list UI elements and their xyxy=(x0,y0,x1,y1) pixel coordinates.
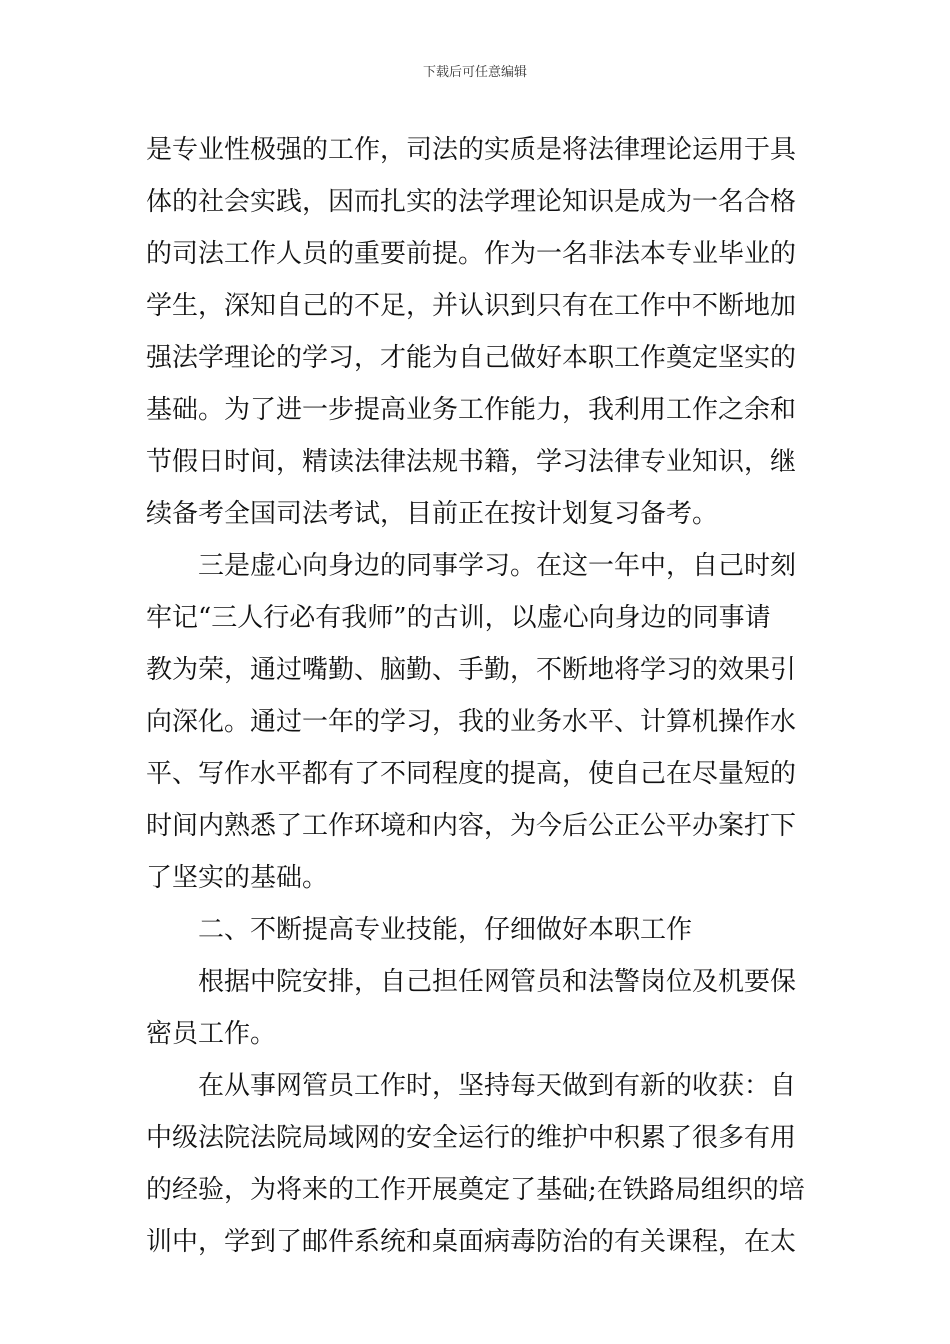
document-body xyxy=(146,124,810,1268)
paragraph-first-line: 三是虚心向身边的同事学习。在这一年中，自己时刻 xyxy=(198,551,797,581)
text-line: 向深化。通过一年的学习，我的业务水平、计算机操作水 xyxy=(146,707,797,737)
text-line: 基础。为了进一步提高业务工作能力，我利用工作之余和 xyxy=(146,395,797,425)
text-line: 节假日时间，精读法律法规书籍，学习法律专业知识，继 xyxy=(146,447,797,477)
text-line: 体的社会实践，因而扎实的法学理论知识是成为一名合格 xyxy=(146,187,797,217)
text-line: 密员工作。 xyxy=(146,1019,277,1049)
text-line: 续备考全国司法考试，目前正在按计划复习备考。 xyxy=(146,499,719,529)
text-line: 的司法工作人员的重要前提。作为一名非法本专业毕业的 xyxy=(146,239,797,269)
text-line: 训中，学到了邮件系统和桌面病毒防治的有关课程，在太 xyxy=(146,1227,797,1257)
text-line: 时间内熟悉了工作环境和内容，为今后公正公平办案打下 xyxy=(146,811,797,841)
text-line: 是专业性极强的工作，司法的实质是将法律理论运用于具 xyxy=(146,135,797,165)
page-header: 下载后可任意编辑 xyxy=(422,65,527,80)
paragraph-first-line: 根据中院安排，自己担任网管员和法警岗位及机要保 xyxy=(198,967,797,997)
text-line: 学生，深知自己的不足，并认识到只有在工作中不断地加 xyxy=(146,291,797,321)
text-line: 强法学理论的学习，才能为自己做好本职工作奠定坚实的 xyxy=(146,343,797,373)
text-line: 了坚实的基础。 xyxy=(146,863,329,893)
paragraph-first-line: 在从事网管员工作时，坚持每天做到有新的收获：自 xyxy=(198,1071,797,1101)
text-line: 中级法院法院局域网的安全运行的维护中积累了很多有用 xyxy=(146,1123,797,1153)
text-line: 牢记“三人行必有我师”的古训，以虚心向身边的同事请 xyxy=(146,603,771,633)
text-line: 平、写作水平都有了不同程度的提高，使自己在尽量短的 xyxy=(146,759,797,789)
section-heading: 二、不断提高专业技能，仔细做好本职工作 xyxy=(198,915,693,945)
text-line: 的经验，为将来的工作开展奠定了基础;在铁路局组织的培 xyxy=(146,1175,805,1205)
text-line: 教为荣，通过嘴勤、脑勤、手勤，不断地将学习的效果引 xyxy=(146,655,797,685)
